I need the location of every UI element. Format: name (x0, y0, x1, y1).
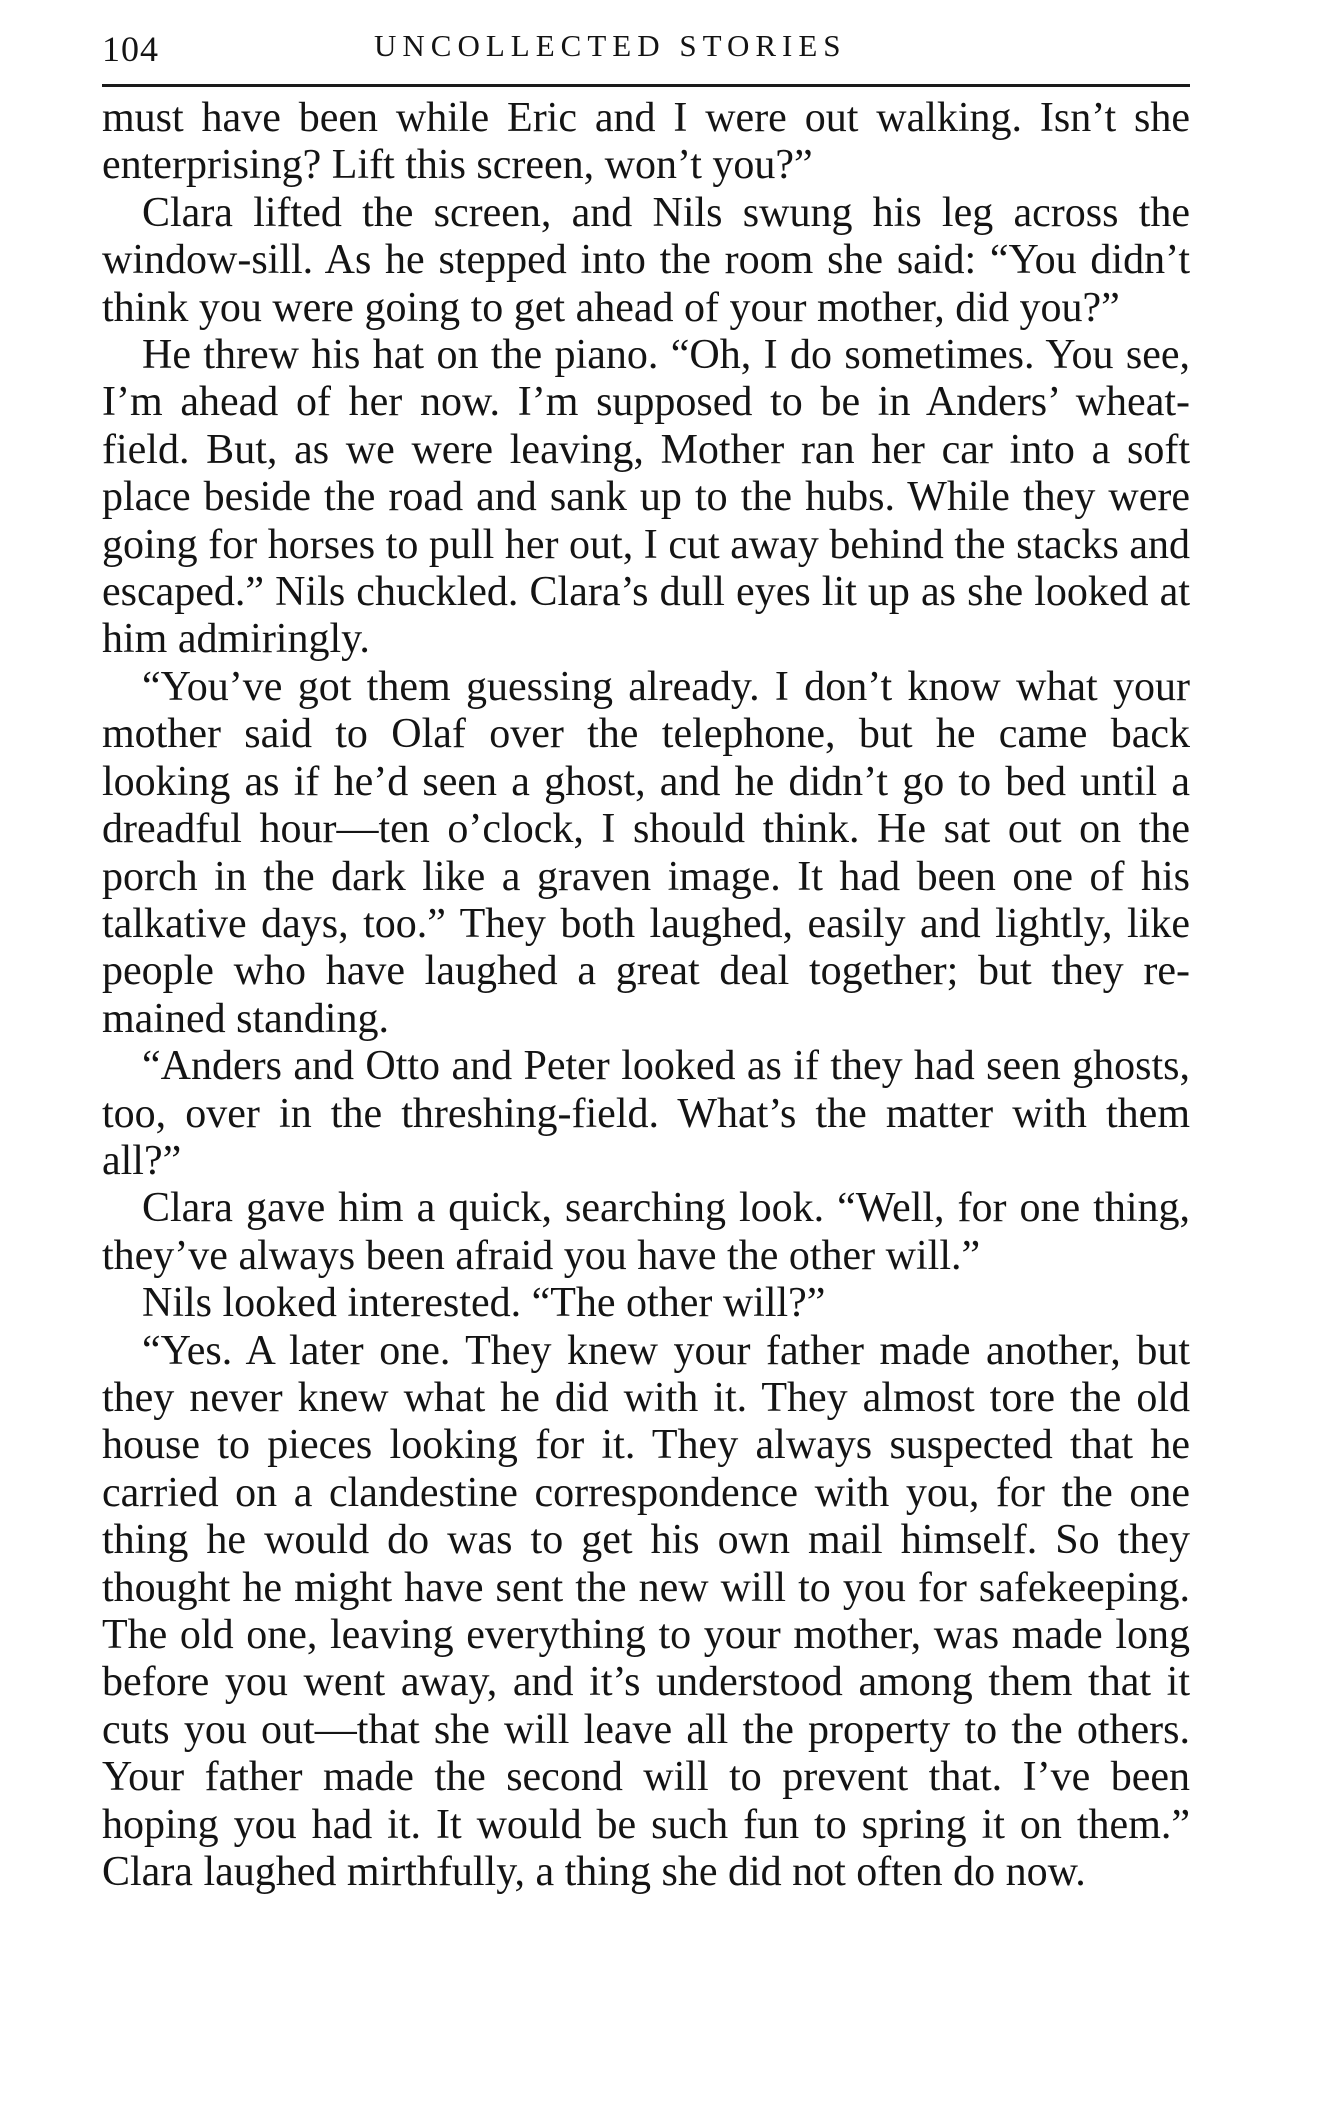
header-rule (102, 84, 1190, 87)
paragraph: “You’ve got them guessing already. I don’t know what your mother said to Olaf over the telephone, but he came back looking as if he’d seen a ghost, and he didn’t go to bed until a dreadful hour—ten o’clock, I should think. He sat out on the porch in the dark like a graven image. It had been one of his talkative days, too.” They both laughed, easily and lightly, like people who have laughed a great deal together; but they remained standing. (102, 663, 1190, 1042)
body-text (102, 95, 1190, 1896)
book-page (102, 22, 1190, 1896)
paragraph: must have been while Eric and I were out walking. Isn’t she enterprising? Lift this screen, won’t you?” (102, 95, 1190, 189)
paragraph: “Anders and Otto and Peter looked as if they had seen ghosts, too, over in the threshing-field. What’s the matter with them all?” (102, 1043, 1190, 1184)
running-head (102, 22, 1190, 74)
page-number: 104 (102, 29, 159, 69)
paragraph: “Yes. A later one. They knew your father made another, but they never knew what he did with it. They almost tore the old house to pieces looking for it. They always suspected that he carried on a clandestine correspondence with you, for the one thing he would do was to get his own mail himself. So they thought he might have sent the new will to you for safekeeping. The old one, leaving everything to your mother, was made long before you went away, and it’s understood among them that it cuts you out—that she will leave all the property to the others. Your father made the second will to prevent that. I’ve been hoping you had it. It would be such fun to spring it on them.” Clara laughed mirthfully, a thing she did not often do now. (102, 1327, 1190, 1896)
paragraph: He threw his hat on the piano. “Oh, I do sometimes. You see, I’m ahead of her now. I’m supposed to be in Anders’ wheat-field. But, as we were leaving, Mother ran her car into a soft place beside the road and sank up to the hubs. While they were going for horses to pull her out, I cut away behind the stacks and escaped.” Nils chuckled. Clara’s dull eyes lit up as she looked at him admiringly. (102, 332, 1190, 663)
running-title: UNCOLLECTED STORIES (374, 28, 847, 63)
paragraph: Nils looked interested. “The other will?” (142, 1280, 826, 1327)
paragraph: Clara lifted the screen, and Nils swung his leg across the window-sill. As he stepped into the room she said: “You didn’t think you were going to get ahead of your mother, did you?” (102, 189, 1190, 331)
paragraph: Clara gave him a quick, searching look. “Well, for one thing, they’ve always been afraid you have the other will.” (102, 1185, 1190, 1279)
